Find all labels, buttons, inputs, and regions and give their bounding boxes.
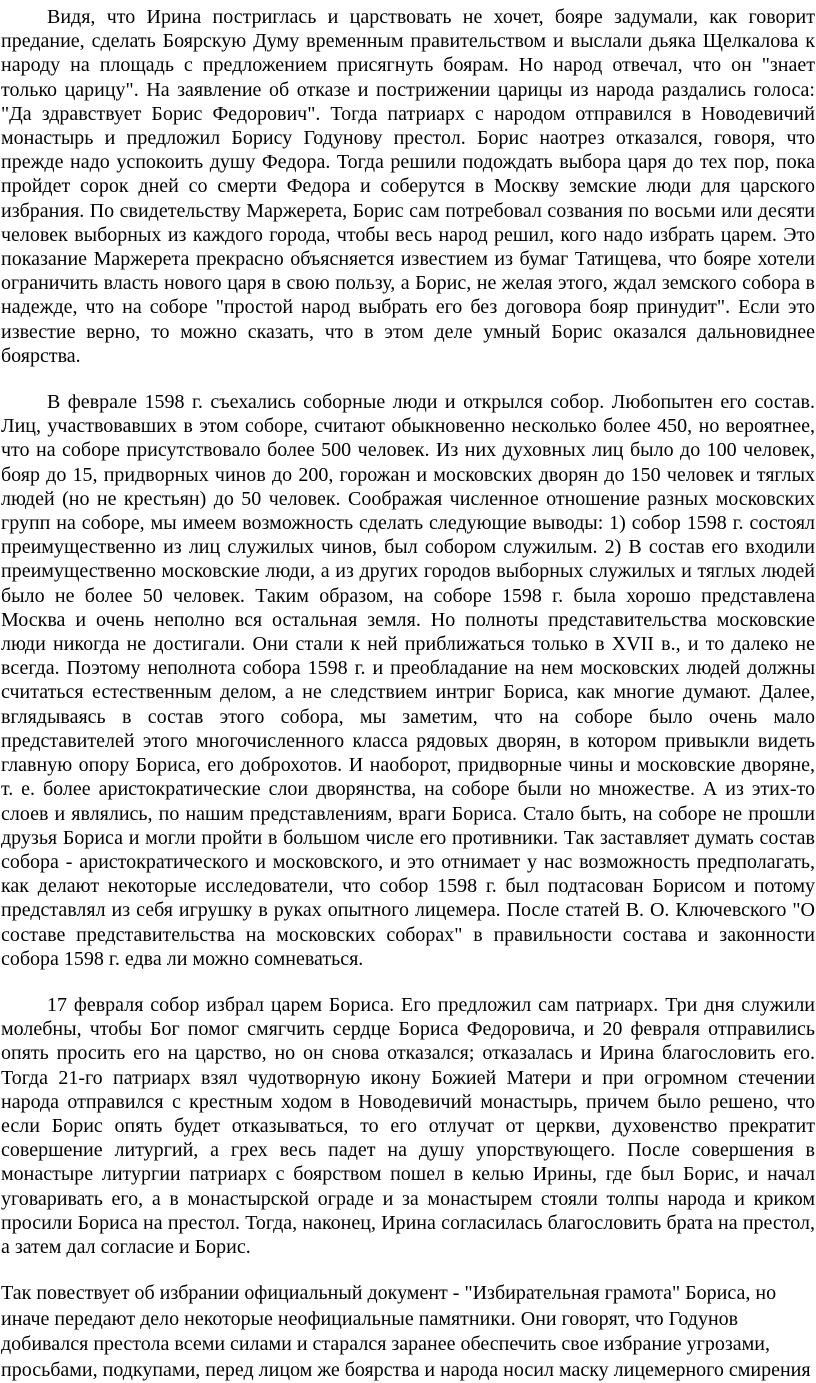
paragraph-1: Видя, что Ирина постриглась и царствовать не хочет, бояре задумали, как говорит предание, сделать Боярскую Думу временным правительством и выслали дьяка Щелкалова к народу на площадь с предложением присягнуть боярам. Но народ отвечал, что он "знает только царицу". На заявление об отказе и пострижении царицы из народа раздались голоса: "Да здравствует Борис Федорович". Тогда патриарх с народом отправился в Новодевичий монастырь и предложил Борису Годунову престол. Борис наотрез отказался, говоря, что прежде надо успокоить душу Федора. Тогда решили подождать выбора царя до тех пор, пока пройдет сорок дней со смерти Федора и соберутся в Москву земские люди для царского избрания. По свидетельству Маржерета, Борис сам потребовал созвания по восьми или десяти человек выборных из каждого города, чтобы весь народ решил, кого надо избрать царем. Это показание Маржерета прекрасно объясняется известием из бумаг Татищева, что бояре хотели ограничить власть нового царя в свою пользу, а Борис, не желая этого, ждал земского собора в надежде, что на соборе "простой народ выбрать его без договора бояр принудит". Если это известие верно, то можно сказать, что в этом деле умный Борис оказался дальновиднее боярства. xyxy=(1,6,815,367)
paragraph-spacer xyxy=(1,971,815,993)
paragraph-2: В феврале 1598 г. съехались соборные люди и открылся собор. Любопытен его состав. Лиц, участвовавших в этом соборе, считают обыкновенно несколько более 450, но вероятнее, что на соборе присутствовало более 500 человек. Из них духовных лиц было до 100 человек, бояр до 15, придворных чинов до 200, горожан и московских дворян до 150 человек и тяглых людей (но не крестьян) до 50 человек. Соображая численное отношение разных московских групп на соборе, мы имеем возможность сделать следующие выводы: 1) собор 1598 г. состоял преимущественно из лиц служилых чинов, был собором служилым. 2) В состав его входили преимущественно московские люди, а из других городов выборных служилых и тяглых людей было не более 50 человек. Таким образом, на соборе 1598 г. была хорошо представлена Москва и очень неполно вся остальная земля. Но полноты представительства московские люди никогда не достигали. Они стали к ней приближаться только в XVII в., и то далеко не всегда. Поэтому неполнота собора 1598 г. и преобладание на нем московских людей должны считаться естественным делом, а не следствием интриг Бориса, как многие думают. Далее, вглядываясь в состав этого собора, мы заметим, что на соборе было очень мало представителей этого многочисленного класса рядовых дворян, в котором привыкли видеть главную опору Бориса, его доброхотов. И наоборот, придворные чины и московские дворяне, т. е. более аристократические слои дворянства, на соборе были но множестве. А из этих-то слоев и являлись, по нашим представлениям, враги Бориса. Стало быть, на соборе не прошли друзья Бориса и могли пройти в большом числе его противники. Так заставляет думать состав собора - аристократического и московского, и это отнимает у нас возможность предполагать, как делают некоторые исследователи, что собор 1598 г. был подтасован Борисом и потому представлял из себя игрушку в руках опытного лицемера. После статей В. О. Ключевского "О составе представительства на московских соборах" в правильности состава и законности собора 1598 г. едва ли можно сомневаться. xyxy=(1,391,815,970)
paragraph-spacer xyxy=(1,1259,815,1281)
paragraph-3: 17 февраля собор избрал царем Бориса. Его предложил сам патриарх. Три дня служили молебны, чтобы Бог помог смягчить сердце Бориса Федоровича, и 20 февраля отправились опять просить его на царство, но он снова отказался; отказалась и Ирина благословить его. Тогда 21-го патриарх взял чудотворную икону Божией Матери и при огромном стечении народа отправился с крестным ходом в Новодевичий монастырь, причем было решено, что если Борис опять будет отказываться, то его отлучат от церкви, духовенство прекратит совершение литургий, а грех весь падет на душу упорствующего. После совершения в монастыре литургии патриарх с боярством пошел в келью Ирины, где был Борис, и начал уговаривать его, а в монастырской ограде и за монастырем стояли толпы народа и криком просили Бориса на престол. Тогда, наконец, Ирина согласилась благословить брата на престол, а затем дал согласие и Борис. xyxy=(1,993,815,1258)
paragraph-4: Так повествует об избрании официальный документ - "Избирательная грамота" Бориса, но иначе передают дело некоторые неофициальные памятники. Они говорят, что Годунов добивался престола всеми силами и старался заранее обеспечить свое избрание угрозами, просьбами, подкупами, перед лицом же боярства и народа носил маску лицемерного смирения xyxy=(1,1282,811,1381)
paragraph-spacer xyxy=(1,368,815,390)
